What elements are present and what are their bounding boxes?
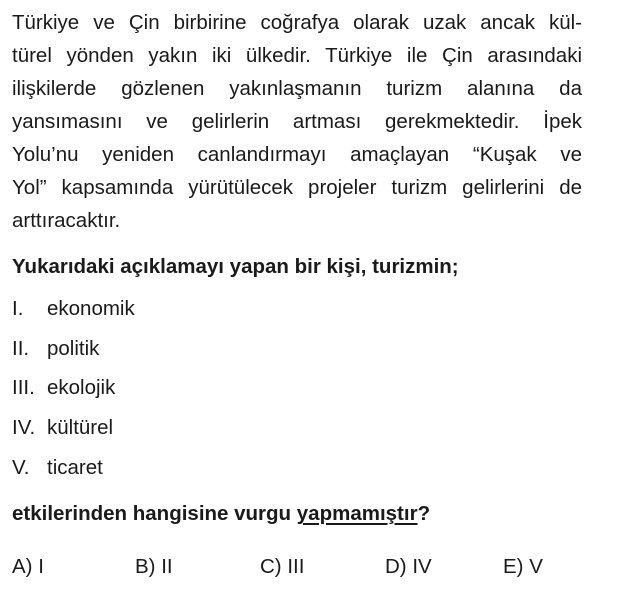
list-item [12, 289, 582, 329]
option-d[interactable]: D) IV [385, 555, 432, 578]
roman-numeral-list [12, 289, 582, 487]
question-ending [12, 499, 582, 529]
list-item [12, 329, 582, 369]
option-a[interactable]: A) I [12, 555, 44, 578]
passage-line: Yolu’nu yeniden canlandırmayı amaçlayan “Kuşak ve [12, 143, 582, 166]
list-item [12, 408, 582, 448]
answer-options [0, 552, 600, 582]
option-b[interactable]: B) II [135, 555, 173, 578]
passage-line: Yol” kapsamında yürütülecek projeler turizm gelirlerini de [12, 176, 582, 199]
item-number: II. [12, 336, 30, 360]
passage-line: ilişkilerde gözlenen yakınlaşmanın turizm alanına da [12, 77, 582, 100]
item-text: kültürel [47, 416, 114, 440]
list-item [12, 368, 582, 408]
list-item [12, 448, 582, 488]
item-text: ticaret [47, 455, 103, 479]
passage-line: yansımasını ve gelirlerin artması gerekmektedir. İpek [12, 110, 582, 133]
question-page [12, 6, 582, 529]
item-text: politik [47, 336, 100, 360]
ending-suffix: ? [417, 502, 431, 526]
passage [12, 6, 582, 237]
item-number: V. [12, 455, 30, 479]
question-stem: Yukarıdaki açıklamayı yapan bir kişi, turizmin; [12, 255, 459, 278]
ending-prefix: etkilerinden hangisine vurgu [12, 502, 297, 526]
item-text: ekonomik [47, 297, 135, 320]
option-c[interactable]: C) III [260, 555, 305, 578]
passage-line: Türkiye ve Çin birbirine coğrafya olarak uzak ancak kül- [12, 11, 582, 34]
item-number: III. [12, 376, 35, 400]
item-number: I. [12, 297, 24, 320]
option-e[interactable]: E) V [503, 555, 543, 578]
item-text: ekolojik [47, 376, 116, 400]
item-number: IV. [12, 416, 36, 440]
passage-line: arttıracaktır. [12, 209, 121, 232]
passage-line: türel yönden yakın iki ülkedir. Türkiye ile Çin arasındaki [12, 44, 582, 67]
ending-underlined: yapmamıştır [296, 502, 418, 526]
